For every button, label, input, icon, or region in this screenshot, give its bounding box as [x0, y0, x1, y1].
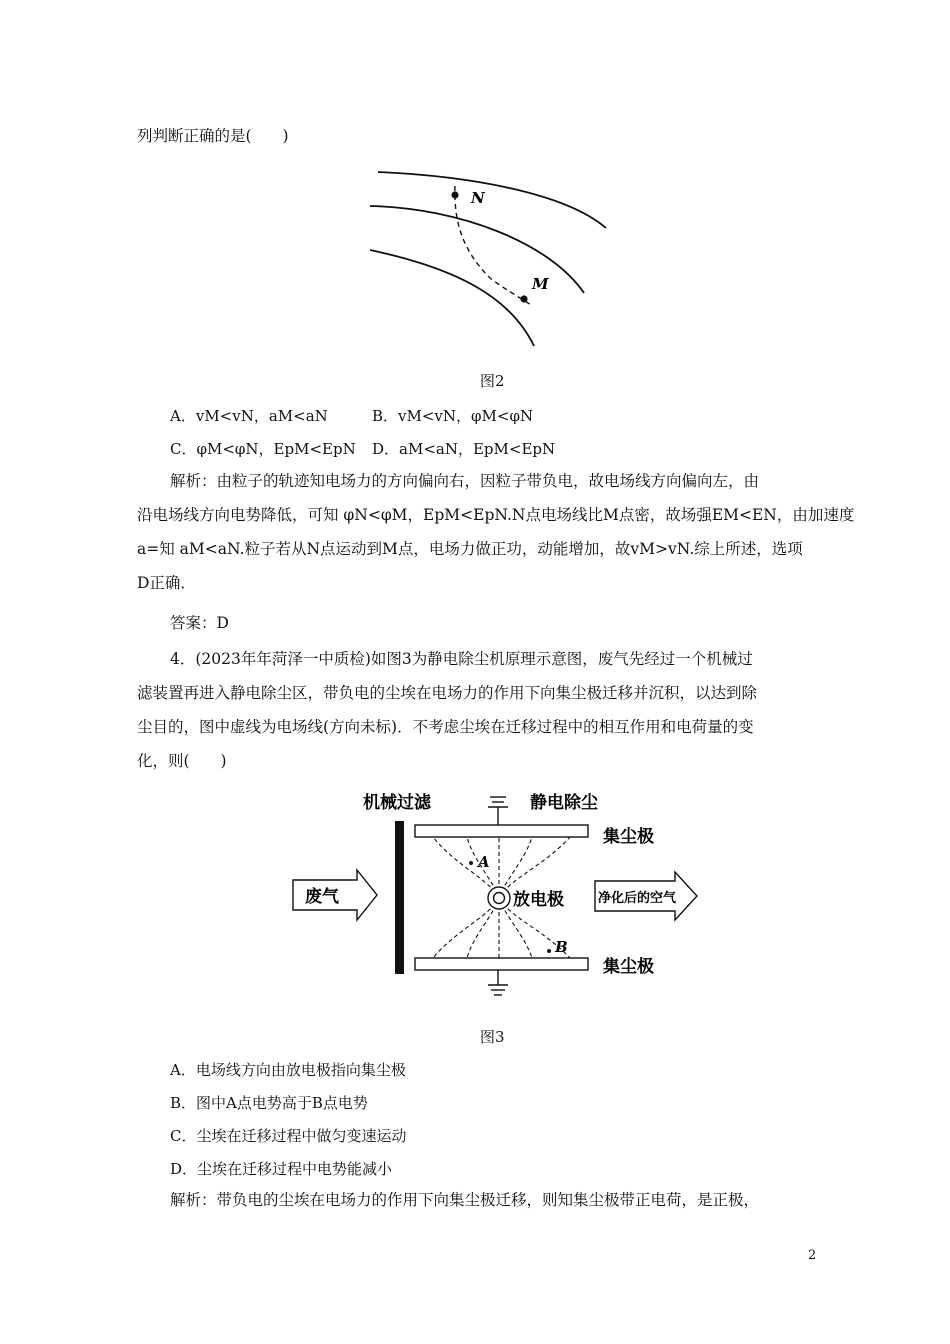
option-text: vM<vN，aM<aN [195, 407, 328, 425]
q3-option-a [170, 405, 328, 426]
top-collector-plate [415, 825, 588, 837]
q3-option-b [372, 405, 533, 426]
page-number: 2 [808, 1248, 817, 1263]
q4-option-c: C．尘埃在迁移过程中做匀变速运动 [170, 1127, 407, 1145]
discharge-electrode-inner [494, 893, 505, 904]
label-b: B [555, 938, 568, 956]
field-line-middle [370, 206, 584, 293]
q3-analysis-line-3: a=知 aM<aN.粒子若从N点运动到M点，电场力做正功，动能增加，故vM>vN.综上所述，选项 [137, 540, 803, 558]
q4-option-b: B．图中A点电势高于B点电势 [170, 1094, 368, 1112]
q4-stem-line-3: 尘目的，图中虚线为电场线(方向未标)．不考虑尘埃在迁移过程中的相互作用和电荷量的变 [137, 718, 754, 736]
q3-analysis-line-1: 解析：由粒子的轨迹知电场力的方向偏向右，因粒子带负电，故电场线方向偏向左，由 [170, 472, 760, 490]
option-text: vM<vN，φM<φN [398, 407, 534, 425]
q3-analysis-line-2: 沿电场线方向电势降低，可知 φN<φM，EpM<EpN.N点电场线比M点密，故场强EM<EN，由加速度 [137, 506, 855, 524]
label-m: M [532, 275, 549, 293]
filter-plate [395, 821, 404, 974]
figure-3-electrostatic-precipitator [285, 785, 705, 1000]
label-waste-gas: 废气 [305, 887, 339, 907]
q3-option-d [372, 438, 555, 459]
q3-answer: 答案：D [170, 614, 229, 632]
label-n: N [471, 189, 485, 207]
option-letter: A． [170, 407, 196, 425]
figure-2-caption: 图2 [480, 372, 505, 390]
label-electrostatic-dust-removal: 静电除尘 [530, 793, 598, 813]
q3-option-c [170, 438, 356, 459]
field-line-lower [370, 250, 534, 346]
point-n-dot [451, 191, 458, 198]
option-letter: B． [372, 407, 399, 425]
bottom-collector-plate [415, 958, 588, 970]
q4-option-d: D．尘埃在迁移过程中电势能减小 [170, 1160, 393, 1178]
option-letter: D． [372, 440, 400, 458]
label-discharge-electrode: 放电极 [513, 890, 564, 910]
figure-2-field-lines [370, 168, 620, 348]
option-letter: C． [170, 440, 197, 458]
q4-stem-line-1: 4．(2023年年菏泽一中质检)如图3为静电除尘机原理示意图，废气先经过一个机械过 [170, 650, 753, 668]
q4-stem-line-4: 化，则( ) [137, 752, 227, 770]
top-ground-icon [488, 797, 508, 825]
field-line-upper [378, 172, 606, 228]
q3-analysis-line-4: D正确． [137, 574, 196, 592]
label-mechanical-filter: 机械过滤 [363, 793, 431, 813]
q4-stem-line-2: 滤装置再进入静电除尘区，带负电的尘埃在电场力的作用下向集尘极迁移并沉积，以达到除 [137, 684, 758, 702]
label-collector-bottom: 集尘极 [603, 957, 654, 977]
figure-3-caption: 图3 [480, 1028, 505, 1046]
point-b-dot [547, 949, 551, 953]
label-a: A [478, 853, 490, 871]
bottom-ground-icon [488, 970, 508, 995]
label-clean-air: 净化后的空气 [598, 891, 677, 906]
option-text: φM<φN，EpM<EpN [196, 440, 356, 458]
point-m-dot [520, 295, 527, 302]
particle-trajectory [455, 186, 532, 306]
label-collector-top: 集尘极 [603, 827, 654, 847]
q4-option-a: A．电场线方向由放电极指向集尘极 [170, 1061, 406, 1079]
q4-analysis-line-1: 解析：带负电的尘埃在电场力的作用下向集尘极迁移，则知集尘极带正电荷，是正极， [170, 1191, 760, 1209]
question-tail: 列判断正确的是( ) [137, 127, 289, 145]
point-a-dot [469, 861, 473, 865]
option-text: aM<aN，EpM<EpN [399, 440, 556, 458]
